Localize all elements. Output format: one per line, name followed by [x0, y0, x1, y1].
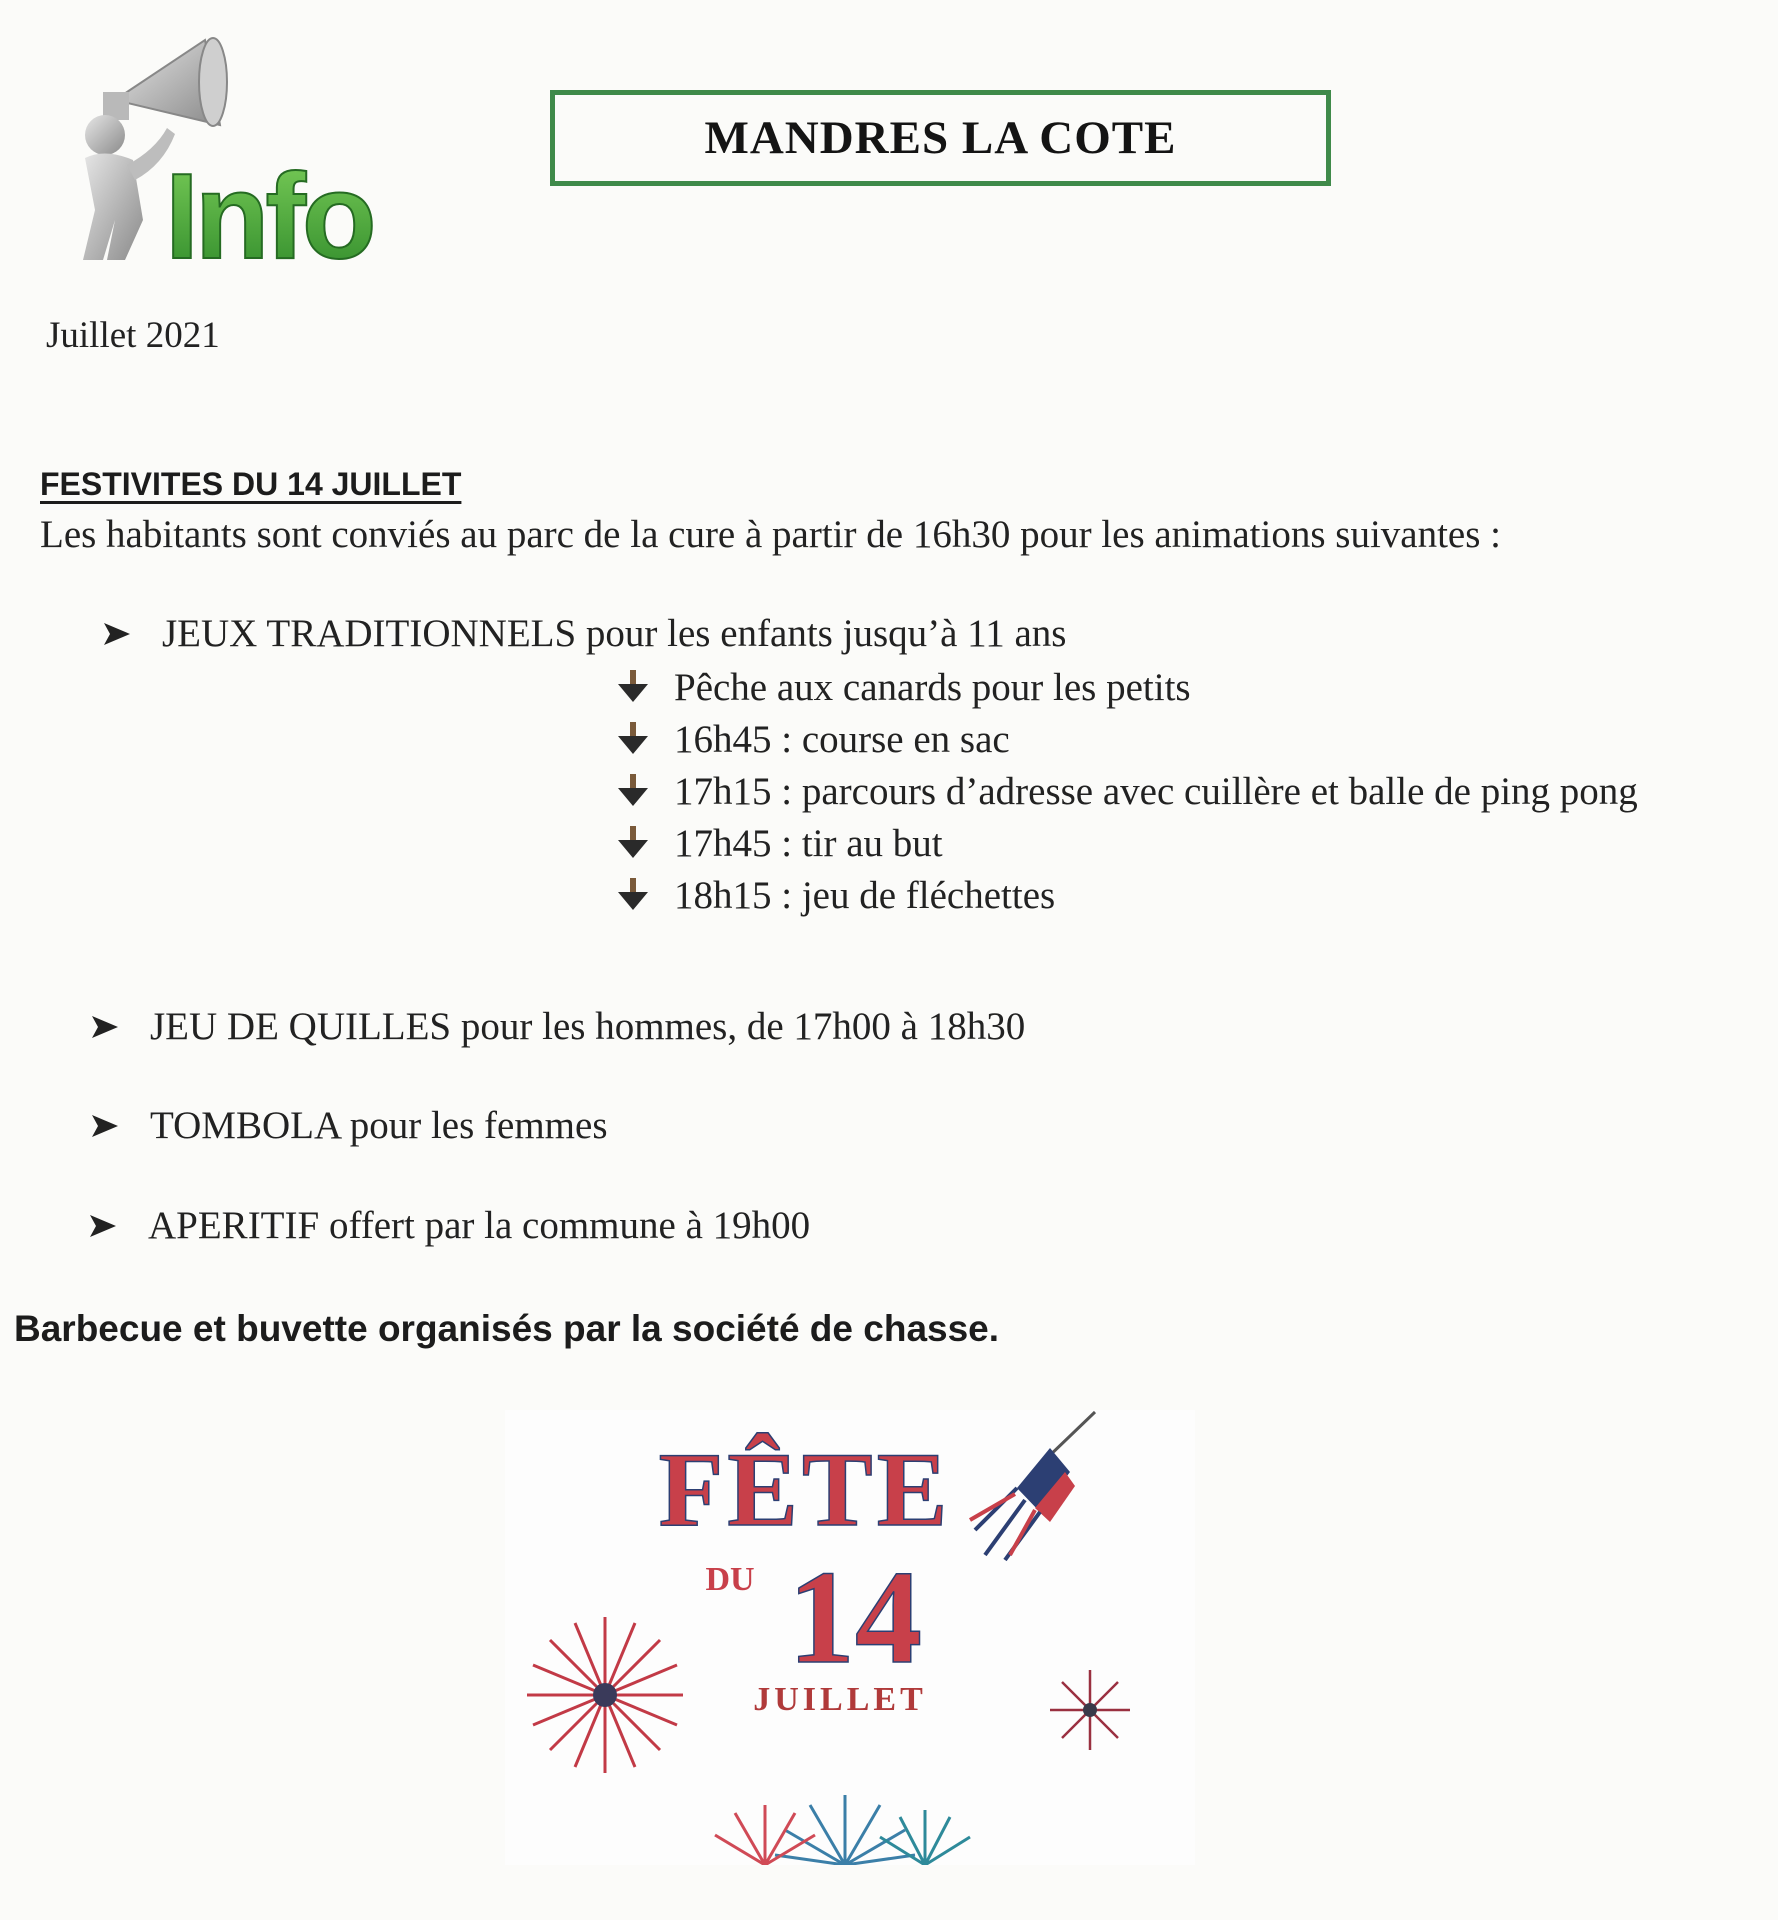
item-strong: TOMBOLA: [150, 1104, 340, 1147]
down-arrow-bullet-icon: [616, 720, 650, 756]
item-rest: pour les femmes: [339, 1104, 608, 1147]
section-heading: FESTIVITES DU 14 JUILLET: [40, 466, 462, 502]
megaphone-icon: [103, 38, 227, 126]
page-title: MANDRES LA COTE: [704, 112, 1177, 164]
sub-item-text: Pêche aux canards pour les petits: [674, 666, 1191, 709]
item-text: [148, 1203, 810, 1248]
intro-text: Les habitants sont conviés au parc de la cure à partir de 16h30 pour les animations suivantes :: [40, 513, 1501, 556]
down-arrow-bullet-icon: [616, 824, 650, 860]
sub-item: [616, 768, 1676, 816]
item-text: [162, 611, 1066, 656]
figure-icon: [83, 115, 175, 260]
closing-note: Barbecue et buvette organisés par la société de chasse.: [14, 1308, 1000, 1349]
item-strong: JEUX TRADITIONNELS: [162, 612, 577, 655]
poster-14: 14: [788, 1543, 922, 1691]
item-strong: JEU DE QUILLES: [150, 1005, 452, 1048]
title-box: [550, 90, 1331, 186]
down-arrow-bullet-icon: [616, 668, 650, 704]
firework-icon: [1050, 1670, 1130, 1750]
poster-juillet: JUILLET: [753, 1681, 927, 1718]
info-logo: [55, 30, 395, 270]
list-item-tombola: [88, 1103, 608, 1148]
poster-du: DU: [705, 1561, 755, 1598]
sub-list: [616, 664, 1676, 920]
arrowhead-bullet-icon: [88, 1109, 122, 1143]
sub-item: [616, 716, 1676, 764]
sub-item: [616, 664, 1676, 712]
down-arrow-bullet-icon: [616, 876, 650, 912]
list-item-quilles: [88, 1004, 1025, 1049]
arrowhead-bullet-icon: [86, 1209, 120, 1243]
item-text: [150, 1004, 1025, 1049]
sub-item: [616, 820, 1676, 868]
sub-item-text: 17h45 : tir au but: [674, 822, 943, 865]
arrowhead-bullet-icon: [100, 617, 134, 651]
poster-title: FÊTE: [658, 1431, 952, 1548]
logo-text: Info: [165, 148, 373, 270]
sub-item-text: 17h15 : parcours d’adresse avec cuillère et balle de ping pong: [674, 770, 1638, 813]
item-text: [150, 1103, 608, 1148]
list-item-jeux: [100, 611, 1066, 656]
item-rest: pour les hommes, de 17h00 à 18h30: [451, 1005, 1026, 1048]
fete-poster-image: [505, 1410, 1195, 1865]
item-rest: pour les enfants jusqu’à 11 ans: [576, 612, 1067, 655]
list-item-aperitif: [86, 1203, 810, 1248]
arrowhead-bullet-icon: [88, 1010, 122, 1044]
item-strong: APERITIF: [148, 1204, 320, 1247]
sub-item-text: 16h45 : course en sac: [674, 718, 1010, 761]
sub-item: [616, 872, 1676, 920]
sub-item-text: 18h15 : jeu de fléchettes: [674, 874, 1056, 917]
firework-icon: [527, 1617, 683, 1773]
item-rest: offert par la commune à 19h00: [319, 1204, 811, 1247]
down-arrow-bullet-icon: [616, 772, 650, 808]
date: Juillet 2021: [46, 315, 220, 356]
